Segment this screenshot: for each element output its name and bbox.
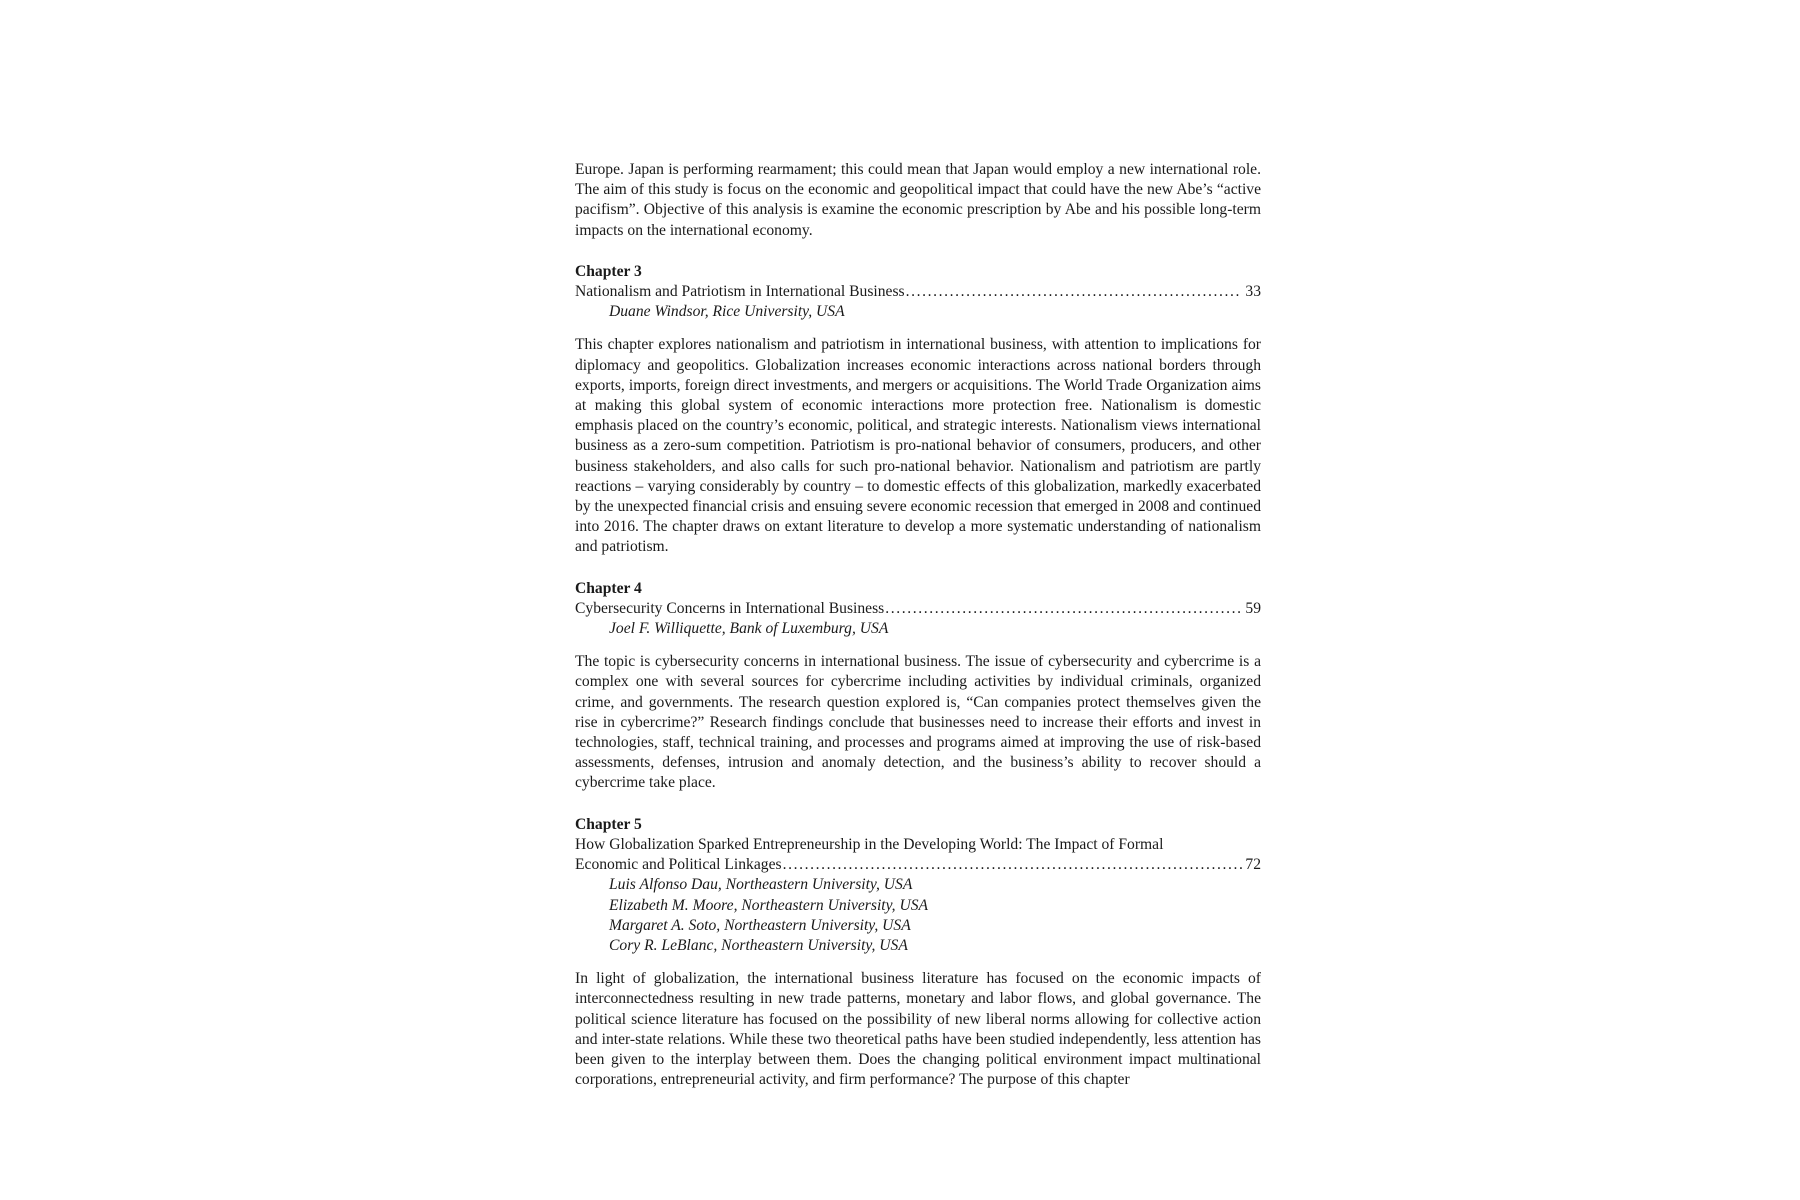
dot-leader	[885, 599, 1242, 619]
chapter-author: Margaret A. Soto, Northeastern University, USA	[609, 916, 911, 934]
chapter-author: Luis Alfonso Dau, Northeastern University, USA	[609, 876, 913, 894]
chapter-heading: Chapter 3	[575, 262, 642, 280]
dot-leader	[783, 855, 1243, 875]
chapter-entry	[575, 579, 1261, 794]
chapter-abstract: This chapter explores nationalism and patriotism in international business, with attention to implications for diplomacy and geopolitics. Globalization increases economic interactions across national borders through exports, imports, foreign direct investments, and mergers or acquisitions. The World Trade Organization aims at making this global system of economic interactions more protection free. Nationalism is domestic emphasis placed on the country’s economic, political, and strategic interests. Nationalism views international business as a zero-sum competition. Patriotism is pro-national behavior of consumers, producers, and other business stakeholders, and also calls for such pro-national behavior. Nationalism and patriotism are partly reactions – varying considerably by country – to domestic effects of this globalization, markedly exacerbated by the unexpected financial crisis and ensuing severe economic recession that emerged in 2008 and continued into 2016. The chapter draws on extant literature to develop a more systematic understanding of nationalism and patriotism.	[575, 336, 1261, 556]
chapter-heading: Chapter 4	[575, 579, 642, 597]
chapter-title-line[interactable]: How Globalization Sparked Entrepreneurship in the Developing World: The Impact of Formal	[575, 835, 1164, 853]
document-page	[575, 160, 1261, 1090]
dot-leader	[906, 282, 1243, 302]
chapter-author: Elizabeth M. Moore, Northeastern University, USA	[609, 896, 929, 914]
page-number: 33	[1245, 283, 1261, 301]
chapter-entry	[575, 815, 1261, 1091]
chapter-title: Cybersecurity Concerns in International Business	[575, 599, 885, 617]
chapter-author: Joel F. Williquette, Bank of Luxemburg, USA	[609, 620, 889, 638]
chapter-entry	[575, 262, 1261, 558]
page-number: 72	[1245, 856, 1261, 874]
chapter-toc-line[interactable]	[575, 282, 1261, 302]
chapter-author: Cory R. LeBlanc, Northeastern University, USA	[609, 936, 908, 954]
chapter-heading: Chapter 5	[575, 815, 642, 833]
intro-paragraph: Europe. Japan is performing rearmament; this could mean that Japan would employ a new international role. The aim of this study is focus on the economic and geopolitical impact that could have the new Abe’s “active pacifism”. Objective of this analysis is examine the economic prescription by Abe and his possible long-term impacts on the international economy.	[575, 161, 1261, 239]
chapter-title: Nationalism and Patriotism in International Business	[575, 283, 905, 301]
chapter-title: Economic and Political Linkages	[575, 856, 782, 874]
chapter-toc-line[interactable]	[575, 855, 1261, 875]
page-number: 59	[1245, 599, 1261, 617]
chapter-abstract: In light of globalization, the international business literature has focused on the economic impacts of interconnectedness resulting in new trade patterns, monetary and labor flows, and global governance. The political science literature has focused on the possibility of new liberal norms allowing for collective action and inter-state relations. While these two theoretical paths have been studied independently, less attention has been given to the interplay between them. Does the changing political environment impact multinational corporations, entrepreneurial activity, and firm performance? The purpose of this chapter	[575, 970, 1261, 1089]
chapter-abstract: The topic is cybersecurity concerns in international business. The issue of cybersecurity and cybercrime is a complex one with several sources for cybercrime including activities by individual criminals, organized crime, and governments. The research question explored is, “Can companies protect themselves given the rise in cybercrime?” Research findings conclude that businesses need to increase their efforts and invest in technologies, staff, technical training, and processes and programs aimed at improving the use of risk-based assessments, defenses, intrusion and anomaly detection, and the business’s ability to recover should a cybercrime take place.	[575, 653, 1261, 792]
chapter-author: Duane Windsor, Rice University, USA	[609, 303, 845, 321]
chapter-toc-line[interactable]	[575, 599, 1261, 619]
